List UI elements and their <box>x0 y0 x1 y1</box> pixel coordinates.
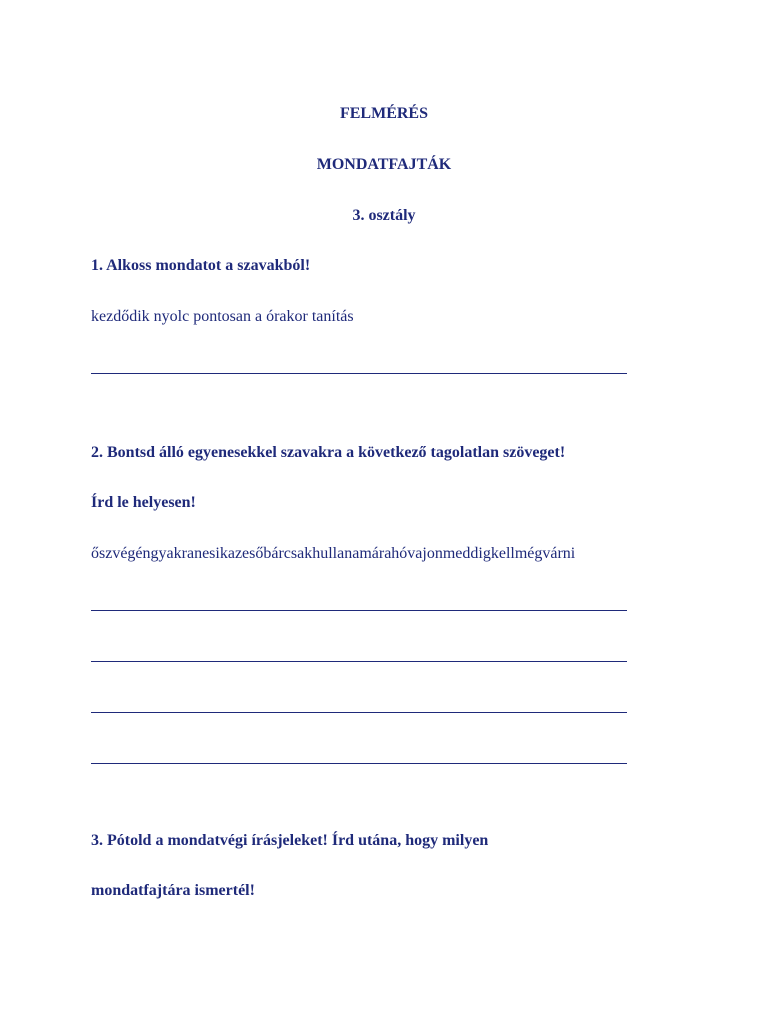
answer-line <box>91 661 627 662</box>
task-3-heading-line1: 3. Pótold a mondatvégi írásjeleket! Írd utána, hogy milyen <box>91 832 489 849</box>
task-2-subheading: Írd le helyesen! <box>91 494 196 511</box>
answer-line <box>91 712 627 713</box>
task-3-heading-line2: mondatfajtára ismertél! <box>91 882 255 899</box>
document-subtitle: MONDATFAJTÁK <box>316 156 452 173</box>
grade-label: 3. osztály <box>352 207 416 224</box>
task-2-text: őszvégéngyakranesikazesőbárcsakhullanamárahóvajonmeddigkellmégvárni <box>91 545 576 562</box>
task-2-heading: 2. Bontsd álló egyenesekkel szavakra a következő tagolatlan szöveget! <box>91 444 566 461</box>
answer-line <box>91 763 627 764</box>
task-1-heading: 1. Alkoss mondatot a szavakból! <box>91 257 311 274</box>
answer-line <box>91 610 627 611</box>
answer-line <box>91 373 627 374</box>
document-title: FELMÉRÉS <box>339 105 428 122</box>
task-1-words: kezdődik nyolc pontosan a órakor tanítás <box>91 308 354 325</box>
